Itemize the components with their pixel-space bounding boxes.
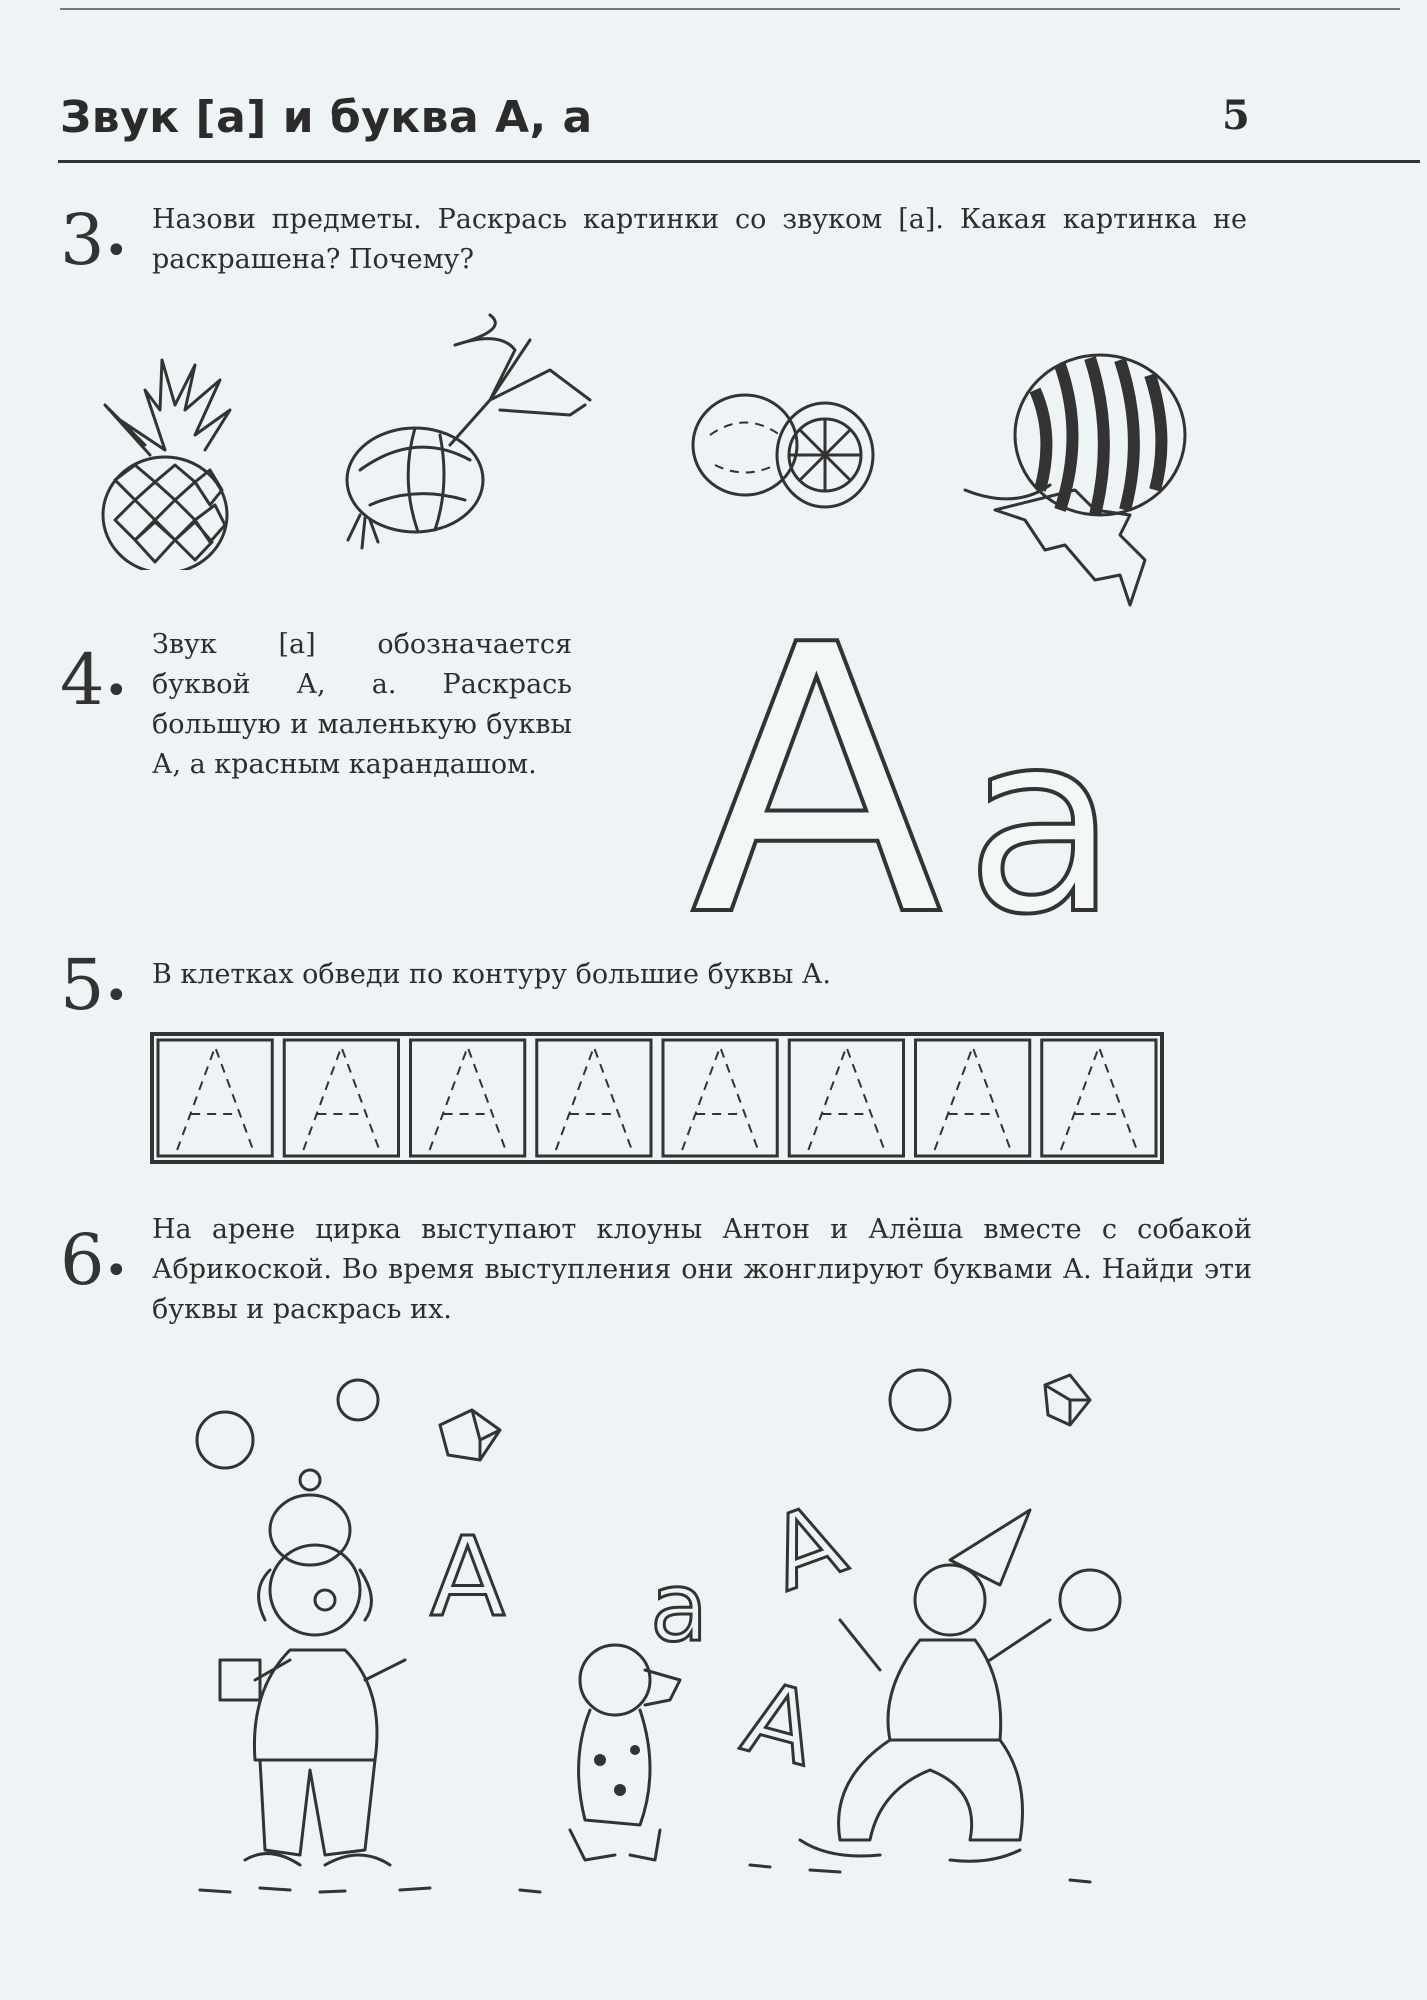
tracing-letter-outline [1061, 1047, 1137, 1150]
tracing-letter-outline [556, 1047, 632, 1150]
pineapple-picture [90, 350, 240, 570]
clown-anton [220, 1470, 405, 1865]
task-6-text: На арене цирка выступают клоуны Антон и Алёша вместе с собакой Абрикоской. Во время выступления они жонглируют буквами А. Найди эти буквы и раскрась их. [152, 1214, 1252, 1325]
tracing-cell[interactable] [284, 1040, 398, 1156]
task-4-text: Звук [а] обозначается буквой А, а. Раскрась большую и маленькую буквы А, а красным карандашом. [152, 629, 572, 780]
task-6-number: 6• [60, 1219, 129, 1301]
big-letters-outline [690, 615, 1190, 925]
page-title: Звук [а] и буква А, а [60, 92, 593, 143]
big-letter-upper: A [690, 615, 944, 925]
tracing-cell[interactable] [411, 1040, 525, 1156]
circus-letter-1: A [430, 1513, 506, 1641]
tracing-cell[interactable] [158, 1040, 272, 1156]
tracing-letter-outline [682, 1047, 758, 1150]
task-5-text: В клетках обведи по контуру большие буквы А. [152, 959, 831, 990]
tracing-cell[interactable] [916, 1040, 1030, 1156]
tracing-cell[interactable] [789, 1040, 903, 1156]
circus-clowns-picture [190, 1360, 1190, 1920]
dog-abrikoska [570, 1645, 680, 1860]
onion-picture [340, 310, 600, 560]
big-letter-lower: a [965, 678, 1119, 925]
circus-letter-4: A [732, 1658, 829, 1789]
task-5-number: 5• [60, 944, 129, 1026]
top-edge-line [60, 8, 1400, 10]
circus-letter-2: a [650, 1553, 709, 1663]
tracing-cell[interactable] [537, 1040, 651, 1156]
tracing-letter-outline [935, 1047, 1011, 1150]
task-3-text: Назови предметы. Раскрась картинки со звуком [а]. Какая картинка не раскрашена? Почему? [152, 204, 1247, 275]
tracing-letter-outline [808, 1047, 884, 1150]
header-divider [58, 160, 1420, 163]
page-number: 5 [1222, 92, 1250, 139]
task-4-number: 4• [60, 639, 129, 721]
tracing-letter-outline [303, 1047, 379, 1150]
task-3-number: 3• [60, 199, 129, 281]
tracing-cell[interactable] [663, 1040, 777, 1156]
tracing-cell[interactable] [1042, 1040, 1156, 1156]
watermelon-picture [955, 350, 1195, 620]
circus-letter-3: A [754, 1480, 859, 1614]
tracing-letter-outline [430, 1047, 506, 1150]
tracing-grid[interactable] [150, 1032, 1170, 1167]
orange-picture [690, 380, 890, 520]
tracing-letter-outline [177, 1047, 253, 1150]
